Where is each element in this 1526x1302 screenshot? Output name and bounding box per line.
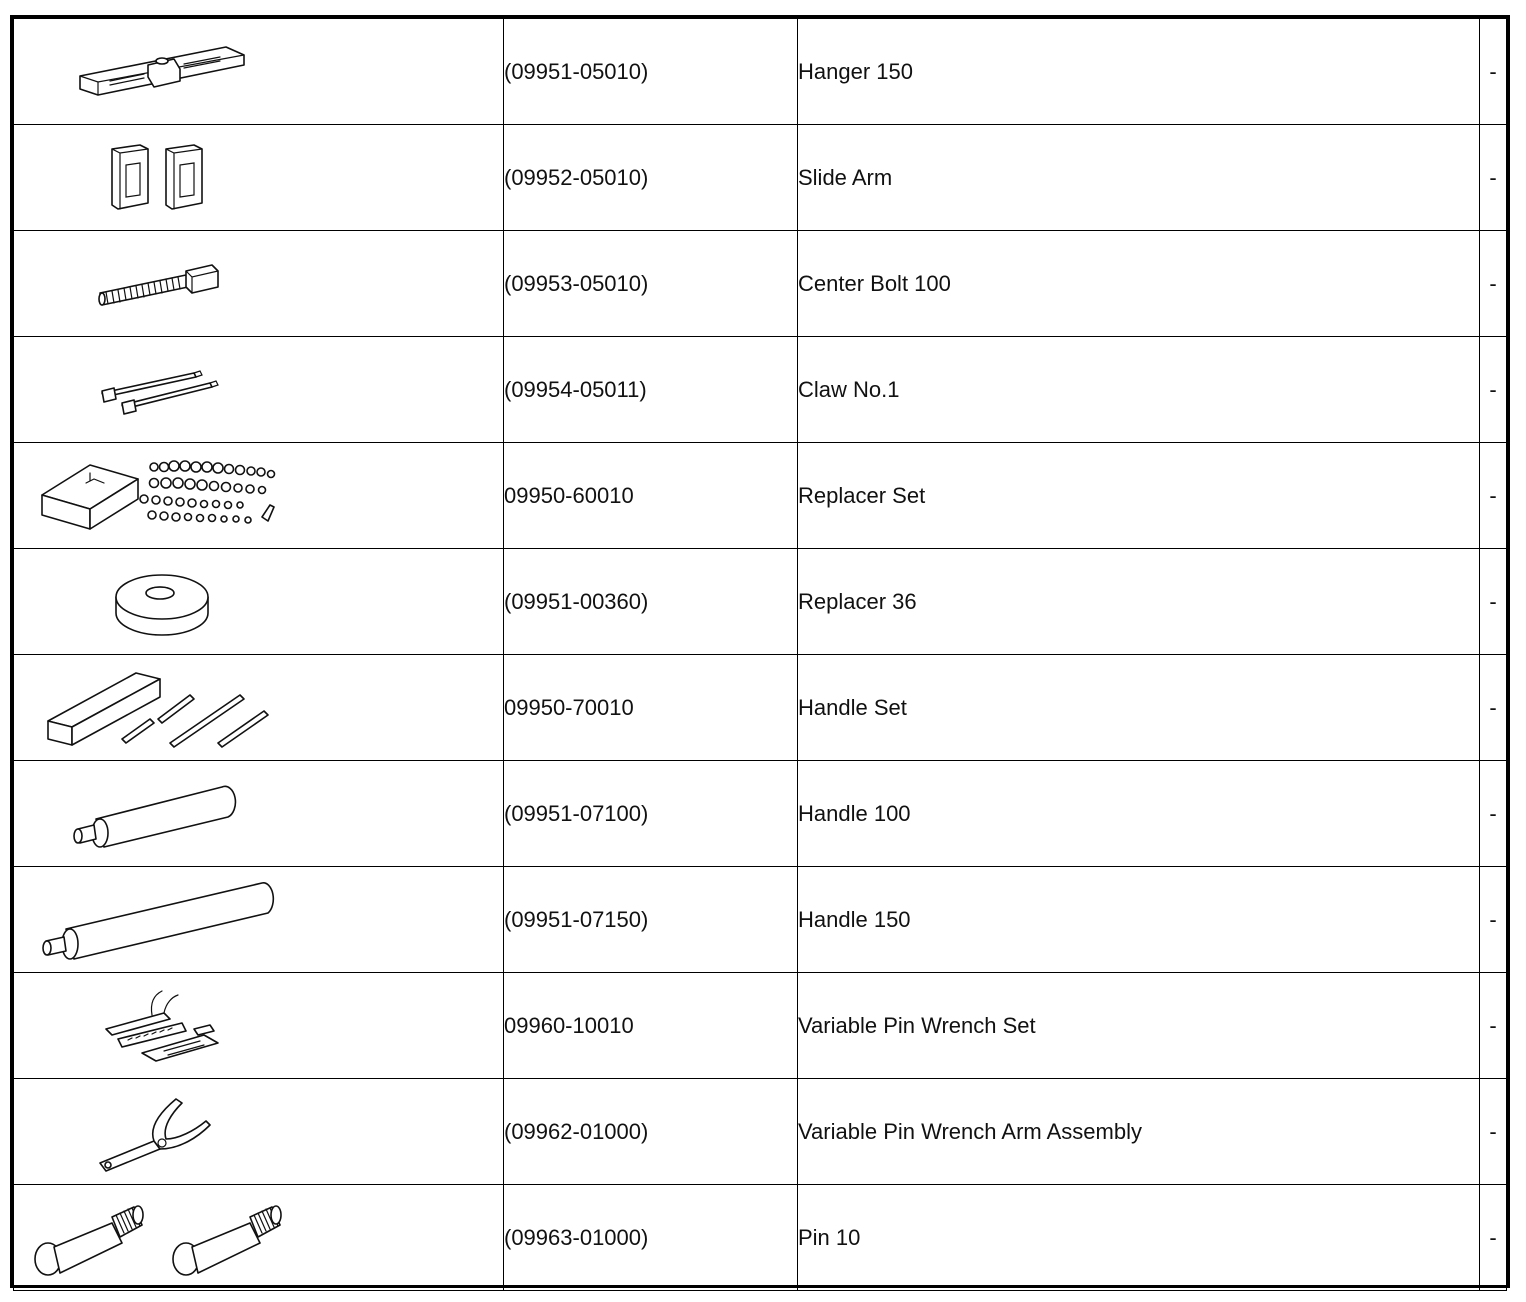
tool-name: Replacer Set <box>798 443 1480 549</box>
hanger-icon <box>14 19 503 125</box>
tool-note: - <box>1480 337 1507 443</box>
table-row <box>14 231 1507 337</box>
part-number: 09950-60010 <box>504 443 798 549</box>
tool-illustration-cell <box>14 867 504 973</box>
table-row <box>14 443 1507 549</box>
tool-illustration-cell <box>14 549 504 655</box>
tool-note: - <box>1480 1185 1507 1291</box>
tool-name: Variable Pin Wrench Arm Assembly <box>798 1079 1480 1185</box>
handle-short-icon <box>14 761 503 867</box>
table-row <box>14 867 1507 973</box>
tool-illustration-cell <box>14 337 504 443</box>
part-number: (09951-00360) <box>504 549 798 655</box>
tool-name: Center Bolt 100 <box>798 231 1480 337</box>
tool-name: Handle Set <box>798 655 1480 761</box>
table-row <box>14 549 1507 655</box>
tool-illustration-cell <box>14 231 504 337</box>
tool-note: - <box>1480 19 1507 125</box>
tool-note: - <box>1480 655 1507 761</box>
part-number: 09950-70010 <box>504 655 798 761</box>
tool-name: Replacer 36 <box>798 549 1480 655</box>
part-number: 09960-10010 <box>504 973 798 1079</box>
tool-illustration-cell <box>14 19 504 125</box>
special-service-tools-table <box>10 15 1510 1288</box>
part-number: (09951-07100) <box>504 761 798 867</box>
tool-note: - <box>1480 1079 1507 1185</box>
center-bolt-icon <box>14 231 503 337</box>
table-row <box>14 973 1507 1079</box>
part-number: (09951-07150) <box>504 867 798 973</box>
part-number: (09953-05010) <box>504 231 798 337</box>
tool-name: Handle 100 <box>798 761 1480 867</box>
tool-note: - <box>1480 867 1507 973</box>
part-number: (09963-01000) <box>504 1185 798 1291</box>
part-number: (09952-05010) <box>504 125 798 231</box>
table-row <box>14 125 1507 231</box>
tool-name: Claw No.1 <box>798 337 1480 443</box>
tool-note: - <box>1480 973 1507 1079</box>
slide-arm-icon <box>14 125 503 231</box>
tool-name: Variable Pin Wrench Set <box>798 973 1480 1079</box>
part-number: (09954-05011) <box>504 337 798 443</box>
tool-illustration-cell <box>14 1185 504 1291</box>
tool-illustration-cell <box>14 443 504 549</box>
pin-wrench-arm-icon <box>14 1079 503 1185</box>
pin-wrench-set-icon <box>14 973 503 1079</box>
tool-note: - <box>1480 549 1507 655</box>
table-row <box>14 337 1507 443</box>
tool-name: Hanger 150 <box>798 19 1480 125</box>
tool-note: - <box>1480 231 1507 337</box>
replacer-set-icon <box>14 443 503 549</box>
tool-note: - <box>1480 125 1507 231</box>
tool-note: - <box>1480 443 1507 549</box>
tool-name: Slide Arm <box>798 125 1480 231</box>
handle-set-icon <box>14 655 503 761</box>
part-number: (09962-01000) <box>504 1079 798 1185</box>
tool-illustration-cell <box>14 655 504 761</box>
claw-icon <box>14 337 503 443</box>
tool-note: - <box>1480 761 1507 867</box>
table-row <box>14 1185 1507 1291</box>
tool-illustration-cell <box>14 973 504 1079</box>
tool-illustration-cell <box>14 125 504 231</box>
pin-icon <box>14 1185 503 1291</box>
replacer-ring-icon <box>14 549 503 655</box>
tool-illustration-cell <box>14 761 504 867</box>
table-row <box>14 761 1507 867</box>
tool-illustration-cell <box>14 1079 504 1185</box>
table-row <box>14 655 1507 761</box>
table-row <box>14 19 1507 125</box>
handle-long-icon <box>14 867 503 973</box>
table-row <box>14 1079 1507 1185</box>
tool-name: Pin 10 <box>798 1185 1480 1291</box>
part-number: (09951-05010) <box>504 19 798 125</box>
tool-name: Handle 150 <box>798 867 1480 973</box>
